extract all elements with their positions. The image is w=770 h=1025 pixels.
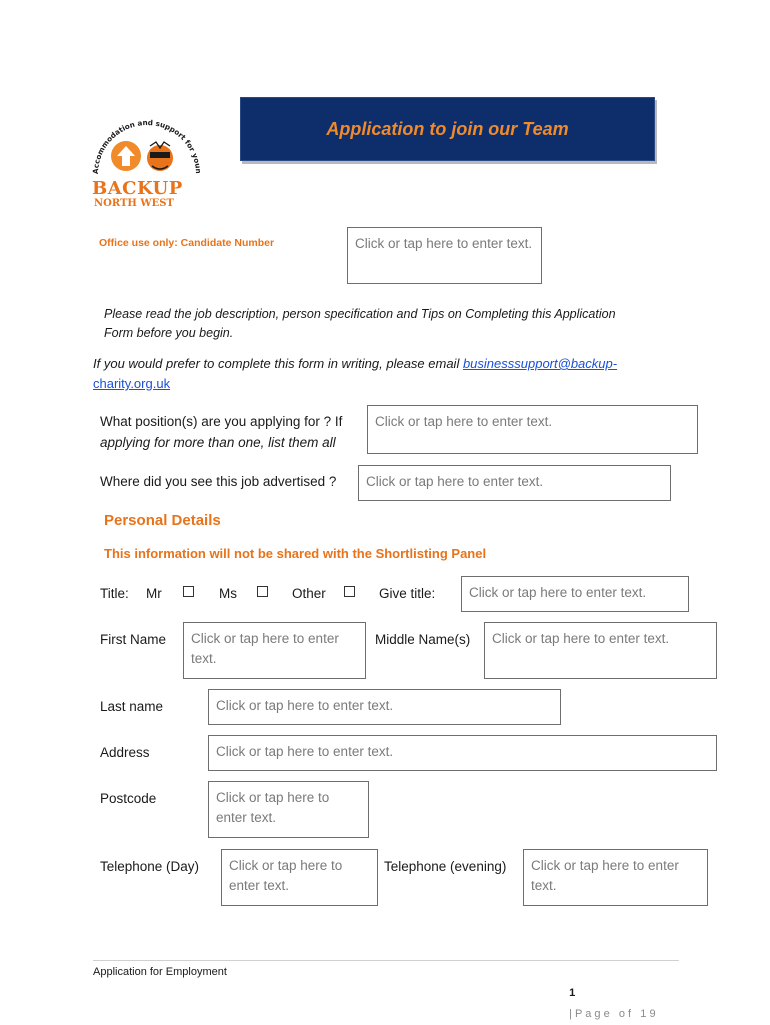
give-title-label: Give title: [379, 586, 436, 601]
last-name-field[interactable] [208, 689, 561, 725]
office-use-label: Office use only: Candidate Number [99, 237, 275, 249]
last-name-placeholder: Click or tap here to enter text. [216, 698, 394, 713]
page-title: Application to join our Team [326, 118, 569, 139]
intro-line1: Please read the job description, person specification and Tips on Completing this Application [104, 307, 616, 321]
give-title-placeholder: Click or tap here to enter text. [469, 585, 647, 600]
first-name-label: First Name [100, 632, 167, 647]
position-field[interactable] [367, 405, 698, 454]
logo-arc-text: Accommodation and support for youn [90, 117, 204, 175]
footer-divider [93, 960, 679, 961]
title-banner [240, 97, 655, 161]
position-label-line2: applying for more than one, list them all [100, 435, 336, 450]
tel-evening-label: Telephone (evening) [384, 859, 507, 874]
title-option-ms-label: Ms [219, 586, 237, 601]
title-label: Title: [100, 586, 129, 601]
address-placeholder: Click or tap here to enter text. [216, 744, 394, 759]
email-link-part2[interactable]: charity.org.uk [93, 376, 171, 391]
logo-brand-line1: BACKUP [92, 178, 183, 199]
first-name-placeholder-line1: Click or tap here to enter [191, 631, 339, 646]
personal-details-heading: Personal Details [104, 512, 221, 529]
svg-text:Accommodation and support for [86, 112, 203, 174]
logo [86, 112, 206, 212]
tel-day-placeholder-line2: enter text. [229, 878, 290, 893]
tel-evening-placeholder-line1: Click or tap here to enter [531, 858, 679, 873]
position-placeholder: Click or tap here to enter text. [375, 414, 553, 429]
first-name-placeholder-line2: text. [191, 651, 217, 666]
tel-day-field[interactable] [221, 849, 378, 906]
footer-page-indicator [563, 962, 656, 1025]
middle-name-label: Middle Name(s) [375, 632, 471, 647]
intro-line2: Form before you begin. [104, 326, 234, 340]
footer-left-text: Application for Employment [93, 966, 227, 978]
title-ms-checkbox[interactable] [257, 586, 268, 597]
tel-evening-field[interactable] [523, 849, 708, 906]
email-instruction [93, 353, 617, 374]
postcode-placeholder-line1: Click or tap here to [216, 790, 330, 805]
email-link-part1[interactable]: businesssupport@backup- [462, 356, 618, 371]
title-option-mr-label: Mr [146, 586, 162, 601]
advertised-placeholder: Click or tap here to enter text. [366, 474, 544, 489]
email-instruction-text: If you would prefer to complete this form in writing, please email [93, 356, 463, 371]
candidate-number-field[interactable] [347, 227, 542, 284]
title-mr-checkbox[interactable] [183, 586, 194, 597]
personal-details-subheading: This information will not be shared with the Shortlisting Panel [104, 546, 487, 561]
footer-page-text: | P a g e o f 1 9 [569, 1008, 656, 1020]
tel-day-label: Telephone (Day) [100, 859, 200, 874]
title-option-other-label: Other [292, 586, 326, 601]
postcode-label: Postcode [100, 791, 157, 806]
middle-name-placeholder: Click or tap here to enter text. [492, 631, 670, 646]
candidate-number-placeholder: Click or tap here to enter text. [355, 236, 533, 251]
first-name-field[interactable] [183, 622, 366, 679]
position-label-line1: What position(s) are you applying for ? If [100, 414, 343, 429]
footer-page-number: 1 [569, 987, 576, 999]
tel-evening-placeholder-line2: text. [531, 878, 557, 893]
postcode-field[interactable] [208, 781, 369, 838]
address-label: Address [100, 745, 150, 760]
middle-name-field[interactable] [484, 622, 717, 679]
give-title-field[interactable] [461, 576, 689, 612]
email-line2 [93, 373, 170, 394]
postcode-placeholder-line2: enter text. [216, 810, 277, 825]
last-name-label: Last name [100, 699, 164, 714]
address-field[interactable] [208, 735, 717, 771]
logo-brand-line2: NORTH WEST [94, 198, 174, 209]
advertised-field[interactable] [358, 465, 671, 501]
advertised-label: Where did you see this job advertised ? [100, 474, 337, 489]
tel-day-placeholder-line1: Click or tap here to [229, 858, 343, 873]
title-other-checkbox[interactable] [344, 586, 355, 597]
